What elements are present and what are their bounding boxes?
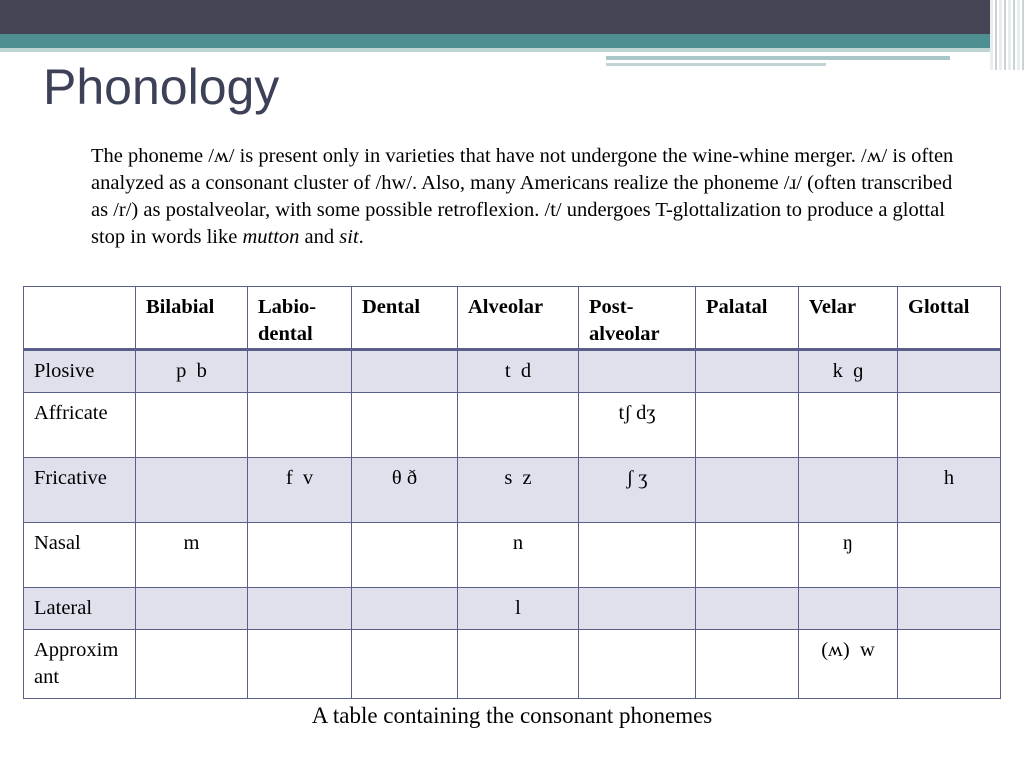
table-cell: ŋ (799, 523, 898, 588)
row-label-plosive: Plosive (24, 350, 136, 393)
table-cell (696, 630, 799, 699)
table-row (24, 458, 1001, 523)
consonant-table (23, 286, 1001, 699)
table-cell: (ʍ) w (799, 630, 898, 699)
table-cell (248, 630, 352, 699)
table-cell: tʃ dʒ (579, 393, 696, 458)
intro-paragraph (91, 143, 971, 251)
table-cell: k ɡ (799, 350, 898, 393)
header-cell-palatal: Palatal (696, 287, 799, 350)
table-cell: l (458, 588, 579, 630)
table-cell (352, 630, 458, 699)
slide-title: Phonology (43, 59, 280, 115)
header-cell-bilabial: Bilabial (136, 287, 248, 350)
table-header-row (24, 287, 1001, 350)
table-cell (898, 588, 1001, 630)
intro-example-sit: sit (339, 226, 359, 248)
row-label-fricative: Fricative (24, 458, 136, 523)
header-bar (0, 0, 1024, 34)
row-label-nasal: Nasal (24, 523, 136, 588)
table-cell: s z (458, 458, 579, 523)
table-cell (458, 393, 579, 458)
table-cell: t d (458, 350, 579, 393)
intro-connector: and (299, 226, 340, 248)
table-cell (898, 630, 1001, 699)
table-cell (136, 630, 248, 699)
table-cell (248, 393, 352, 458)
table-cell: h (898, 458, 1001, 523)
table-cell (352, 588, 458, 630)
intro-example-mutton: mutton (242, 226, 300, 248)
table-cell: θ ð (352, 458, 458, 523)
header-cell-labiodental: Labio-dental (248, 287, 352, 350)
table-cell (248, 350, 352, 393)
table-cell (136, 588, 248, 630)
row-label-affricate: Affricate (24, 393, 136, 458)
header-accent-band (0, 34, 1024, 48)
table-cell (579, 630, 696, 699)
row-label-approximant: Approximant (24, 630, 136, 699)
table-cell (579, 523, 696, 588)
table-row (24, 523, 1001, 588)
table-cell (136, 458, 248, 523)
table-caption: A table containing the consonant phonemes (311, 703, 713, 728)
intro-end: . (358, 226, 364, 248)
table-cell (898, 523, 1001, 588)
table-cell (248, 523, 352, 588)
table-cell (799, 393, 898, 458)
table-cell (696, 523, 799, 588)
table-cell (696, 393, 799, 458)
row-label-lateral: Lateral (24, 588, 136, 630)
table-cell (696, 458, 799, 523)
header-light-band (0, 48, 1024, 52)
table-row (24, 393, 1001, 458)
table-cell (352, 393, 458, 458)
header-cell-dental: Dental (352, 287, 458, 350)
header-cell-velar: Velar (799, 287, 898, 350)
header-deco-line (606, 56, 950, 60)
intro-text: The phoneme /ʍ/ is present only in varieties that have not undergone the wine-whine merger. /ʍ/ is often analyzed as a consonant cluster of /hw/. Also, many Americans realize the phoneme /ɹ/ (often transcribed as /r/) as postalveolar, with some possible retroflexion. /t/ undergoes T-glottalization to produce a glottal stop in words like (91, 145, 954, 248)
table-cell: ʃ ʒ (579, 458, 696, 523)
table-cell (248, 588, 352, 630)
header-cell-postalveolar: Post-alveolar (579, 287, 696, 350)
table-cell (696, 588, 799, 630)
table-cell (579, 350, 696, 393)
header-cell-glottal: Glottal (898, 287, 1001, 350)
table-row (24, 630, 1001, 699)
table-cell (799, 588, 898, 630)
table-cell: m (136, 523, 248, 588)
table-cell (458, 630, 579, 699)
table-row (24, 350, 1001, 393)
header-cell-corner (24, 287, 136, 350)
header-right-stripes (990, 0, 1024, 70)
header-deco-line-short (606, 63, 826, 66)
table-cell (898, 393, 1001, 458)
table-cell (579, 588, 696, 630)
table-cell (352, 523, 458, 588)
table-cell (352, 350, 458, 393)
table-cell (898, 350, 1001, 393)
table-cell (799, 458, 898, 523)
table-cell: n (458, 523, 579, 588)
table-cell: f v (248, 458, 352, 523)
table-row (24, 588, 1001, 630)
table-cell: p b (136, 350, 248, 393)
header-cell-alveolar: Alveolar (458, 287, 579, 350)
table-cell (696, 350, 799, 393)
table-cell (136, 393, 248, 458)
